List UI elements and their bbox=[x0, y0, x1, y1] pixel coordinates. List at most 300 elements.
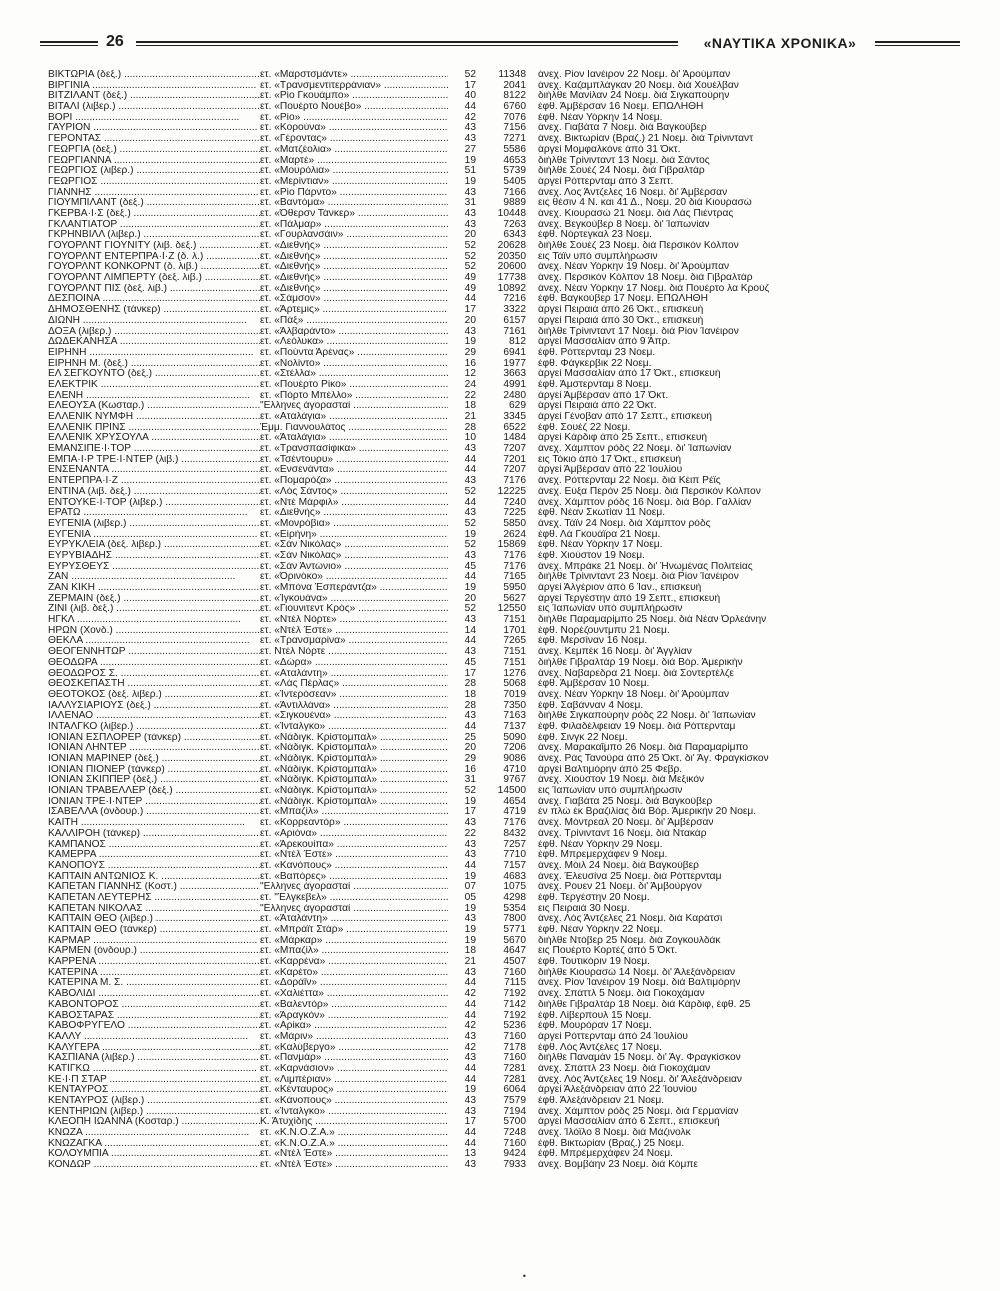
ship-name: ΕΙΡΗΝΗ Μ. (δεξ.) ..... bbox=[48, 359, 260, 370]
ship-agent: ετ. «Άταλάγια» ..... bbox=[260, 433, 448, 444]
ship-name: ΚΟΝΔΩΡ ..... bbox=[48, 1160, 260, 1171]
ship-status: έφθ. Άμβέρσαν 16 Νοεμ. ΕΠΩΛΗΘΗ bbox=[538, 102, 704, 113]
ship-flag-code: 43 bbox=[464, 1159, 476, 1171]
ship-status: άνεχ. Λός Άντζελες 19 Νοεμ. δι' Άλεξάνδρειαν bbox=[538, 1074, 742, 1085]
ship-flag-code: 14 bbox=[464, 624, 476, 636]
ship-name: ΓΟΥΟΡΛΝΤ ΠΙΣ (δεξ. λιβ.) ..... bbox=[48, 284, 260, 295]
ship-status: έφθ. Άμστερνταμ 8 Νοεμ. bbox=[538, 379, 652, 390]
ship-status: άνεχ. Κεμπέκ 16 Νοεμ. δι' Άγγλίαν bbox=[538, 647, 692, 658]
ship-status: έφθ. Χιούστον 19 Νοεμ. bbox=[538, 550, 645, 561]
ship-flag-code: 29 bbox=[464, 346, 476, 358]
ship-name: ΚΝΩΖΑΓΚΑ ..... bbox=[48, 1139, 260, 1150]
ship-flag-code: 43 bbox=[464, 1030, 476, 1042]
ship-tonnage: 7257 bbox=[503, 838, 526, 850]
ship-agent: ετ. «Νάδιγκ. Κρίστομπαλ» ..... bbox=[260, 797, 448, 808]
ship-status: άργεί Τεργέστην άπό 19 Σεπτ., επισκευή bbox=[538, 593, 721, 604]
ship-agent: ετ. «Ίνταλγκο» ..... bbox=[260, 722, 448, 733]
ship-name: ΓΕΩΡΓΙΑ (δεξ.) ..... bbox=[48, 145, 260, 156]
ship-flag-code: 19 bbox=[464, 924, 476, 935]
ship-agent: ετ. «Τρανσμαρίνα» ..... bbox=[260, 636, 448, 647]
ship-status: άργεί Άλεξάνδρειαν άπό 22 Ίουνίου bbox=[538, 1085, 697, 1096]
ship-agent: ετ. «Διεθνής» ..... bbox=[260, 273, 448, 284]
ship-tonnage: 7192 bbox=[503, 988, 526, 1000]
ship-status: άργεί Ρόττερνταμ άπό 3 Σεπτ. bbox=[538, 176, 674, 187]
ship-name: ΙΟΝΙΑΝ ΣΚΙΠΠΕΡ (δεξ.) ..... bbox=[48, 775, 260, 786]
ship-flag-code: 44 bbox=[464, 1009, 476, 1021]
ship-status: άνεχ. Τρίνινταντ 16 Νοεμ. διά Ντακάρ bbox=[538, 828, 707, 839]
ship-name: ΚΑΛΛΙΡΟΗ (τάνκερ) ..... bbox=[48, 829, 260, 840]
ship-status: έφθ. Νόρτεγκαλ 23 Νοεμ. bbox=[538, 230, 653, 241]
ship-name: ΒΙΚΤΩΡΙΑ (δεξ.) ..... bbox=[48, 70, 260, 81]
ship-name: ΕΡΑΤΩ ..... bbox=[48, 508, 260, 519]
ship-flag-code: 43 bbox=[464, 913, 476, 925]
ship-name: ΙΣΑΒΕΛΛΑ (όνδουρ.) ..... bbox=[48, 807, 260, 818]
ship-agent: "Ελληνες άγορασταί ..... bbox=[260, 882, 448, 893]
ship-agent: ετ. «Μάρκαρ» ..... bbox=[260, 936, 448, 947]
ship-name: ΗΡΩΝ (Χονδ.) ..... bbox=[48, 626, 260, 637]
ship-agent: ετ. «Μερίντιαν» ..... bbox=[260, 177, 448, 188]
ship-tonnage: 1977 bbox=[503, 357, 526, 369]
ship-agent: ετ. «Αταλάντη» ..... bbox=[260, 669, 448, 680]
ship-name: ΚΑΛΛΥ ..... bbox=[48, 1032, 260, 1043]
ship-name: ΚΑΡΡΕΝΑ ..... bbox=[48, 957, 260, 968]
ship-status: έφθ. Άμβέρσαν 10 Νοεμ. bbox=[538, 679, 650, 690]
ship-name: ΓΕΩΡΓΙΟΣ (λιβερ.) ..... bbox=[48, 166, 260, 177]
ship-status: έφθ. Νορέζουντμπυ 21 Νοεμ. bbox=[538, 625, 670, 636]
ship-tonnage: 6760 bbox=[503, 101, 526, 113]
ship-status: έφθ. Τουτικόριν 19 Νοεμ. bbox=[538, 957, 650, 968]
ship-tonnage: 8122 bbox=[503, 90, 526, 102]
ship-name: ΓΕΡΟΝΤΑΣ ..... bbox=[48, 134, 260, 145]
ship-agent: ετ. «Πάλμαρ» ..... bbox=[260, 220, 448, 231]
ship-name: ΚΑΠΤΑΙΝ ΑΝΤΩΝΙΟΣ Κ. ..... bbox=[48, 872, 260, 883]
ship-flag-code: 43 bbox=[464, 325, 476, 337]
ship-tonnage: 6064 bbox=[503, 1084, 526, 1096]
ship-tonnage: 7176 bbox=[503, 549, 526, 561]
ship-name: ΓΟΥΟΡΛΝΤ ΓΙΟΥΝΙΤΥ (λιβ. δεξ.) ..... bbox=[48, 241, 260, 252]
ship-flag-code: 18 bbox=[464, 945, 476, 957]
ship-flag-code: 28 bbox=[464, 678, 476, 690]
ship-flag-code: 42 bbox=[464, 988, 476, 1000]
ship-flag-code: 40 bbox=[464, 90, 476, 102]
ship-tonnage: 812 bbox=[509, 336, 526, 348]
table-row bbox=[48, 690, 972, 701]
ship-agent: ετ. «Τρανσπασίφικα» ..... bbox=[260, 444, 448, 455]
ship-flag-code: 43 bbox=[464, 849, 476, 861]
ship-agent: ετ. «Πόρτο Μπέλλο» ..... bbox=[260, 391, 448, 402]
ship-agent: ετ. «Ρίο Πάρντο» ..... bbox=[260, 188, 448, 199]
ship-flag-code: 25 bbox=[464, 731, 476, 743]
ship-flag-code: 17 bbox=[464, 806, 476, 818]
ship-name: ΕΥΡΥΣΘΕΥΣ ..... bbox=[48, 562, 260, 573]
ship-status: έφθ. Σαβάνναν 4 Νοεμ. bbox=[538, 700, 644, 711]
page-number: 26 bbox=[106, 33, 124, 50]
ship-flag-code: 16 bbox=[464, 763, 476, 775]
ship-agent: ετ. «Χαλιέττα» ..... bbox=[260, 989, 448, 1000]
ship-tonnage: 1484 bbox=[503, 432, 526, 444]
ship-status: διήλθε Γιβραλτάρ 18 Νοεμ. διά Κάρδιφ, έφθ. 25 bbox=[538, 999, 751, 1010]
ship-status: διήλθε Τρίνινταντ 17 Νοεμ. διά Ρίον Ίανέιρον bbox=[538, 326, 739, 337]
ship-name: ΕΥΓΕΝΙΑ ..... bbox=[48, 530, 260, 541]
ship-tonnage: 7248 bbox=[503, 1127, 526, 1139]
ship-tonnage: 5950 bbox=[503, 582, 526, 593]
ship-status: άνεχ. Νέαν Υόρκην 17 Νοεμ. διά Πουέρτο λα Κρούζ bbox=[538, 283, 770, 294]
ship-name: ΖΑΝ ..... bbox=[48, 572, 260, 583]
ship-tonnage: 5700 bbox=[503, 1116, 526, 1128]
ship-status: άνεχ. Εύξα Περόν 25 Νοεμ. διά Περσικόν Κόλπον bbox=[538, 486, 761, 497]
ship-agent: ετ. «Ντέλ Έστε» ..... bbox=[260, 850, 448, 861]
ship-flag-code: 17 bbox=[464, 79, 476, 91]
ship-name: ΘΕΟΔΩΡΟΣ Σ. ..... bbox=[48, 669, 260, 680]
ship-status: άνεχ. Μόντρεαλ 20 Νοεμ. δι' Άμβέρσαν bbox=[538, 818, 714, 829]
ship-status: έφθ. Φάγκερβικ 22 Νοεμ. bbox=[538, 358, 652, 369]
ship-agent: ετ. «Μαρτέ» ..... bbox=[260, 156, 448, 167]
ship-flag-code: 43 bbox=[464, 1095, 476, 1106]
ship-flag-code: 20 bbox=[464, 314, 476, 326]
ship-tonnage: 4653 bbox=[503, 154, 526, 166]
table-row bbox=[48, 1160, 972, 1171]
ship-name: ΓΑΥΡΙΟΝ ..... bbox=[48, 123, 260, 134]
ship-name: ΕΝΤΟΥΚΕ·Ι·ΤΟΡ (λιβερ.) ..... bbox=[48, 498, 260, 509]
ship-flag-code: 43 bbox=[464, 207, 476, 219]
ship-tonnage: 7161 bbox=[503, 325, 526, 337]
ship-name: ΕΥΡΥΚΛΕΙΑ (δεξ. λιβερ.) ..... bbox=[48, 540, 260, 551]
ship-tonnage: 7176 bbox=[503, 817, 526, 829]
ship-flag-code: 22 bbox=[464, 827, 476, 839]
ship-status: άργεί Ρόττερνταμ άπό 24 Ίουλίου bbox=[538, 1031, 688, 1042]
ship-name: ΕΝΤΕΡΠΡΑ·Ι·Ζ ..... bbox=[48, 476, 260, 487]
ship-name: ΕΜΠΑ·Ι·Ρ ΤΡΕ·Ι·ΝΤΕΡ (λιβ.) ..... bbox=[48, 455, 260, 466]
ship-status: άνεχ. Έλευσίνα 25 Νοεμ. διά Ρόττερνταμ bbox=[538, 871, 722, 882]
ship-status: έφθ. Νέαν Υόρκην 17 Νοεμ. bbox=[538, 540, 663, 551]
table-row bbox=[48, 177, 972, 188]
ship-name: ΚΑΛΥΓΕΡΑ ..... bbox=[48, 1043, 260, 1054]
ship-name: ΙΟΝΙΑΝ ΕΣΠΛΟΡΕΡ (τάνκερ) ..... bbox=[48, 733, 260, 744]
ship-flag-code: 21 bbox=[464, 411, 476, 422]
ship-name: ΙΟΝΙΑΝ ΠΙΟΝΕΡ (τάνκερ) ..... bbox=[48, 765, 260, 776]
ship-status: έφθ. Βικτωρίαν (Βραζ.) 25 Νοεμ. bbox=[538, 1138, 685, 1149]
ship-name: ΕΛ ΣΕΓΚΟΥΝΤΟ (δεξ.) ..... bbox=[48, 369, 260, 380]
ship-agent: ετ. «Λιμπέριαν» ..... bbox=[260, 1075, 448, 1086]
ship-flag-code: 44 bbox=[464, 977, 476, 989]
ship-tonnage: 20350 bbox=[497, 250, 526, 262]
ship-status: άργεί Μασσαλίαν άπό 6 Σεπτ., επισκευή bbox=[538, 1117, 720, 1128]
ship-flag-code: 43 bbox=[464, 817, 476, 829]
ship-name: ΕΝΣΕΝΑΝΤΑ ..... bbox=[48, 465, 260, 476]
ship-status: έφθ. Τεργέστην 20 Νοεμ. bbox=[538, 892, 650, 903]
ship-tonnage: 7225 bbox=[503, 507, 526, 519]
ship-status: άνεχ. Λος Άντζελες 16 Νοεμ. δι' Άμβέρσαν bbox=[538, 187, 728, 198]
ship-agent: ετ. «Μάριν» ..... bbox=[260, 1032, 448, 1043]
ship-name: ΚΑΡΜΕΝ (όνδουρ.) ..... bbox=[48, 946, 260, 957]
ship-status: άνεχ. Ναβαρεδρα 21 Νοεμ. διά Σοντερτέλζε bbox=[538, 668, 734, 679]
ship-status: εις Πουέρτο Κορτέζ άπό 5 Όκτ. bbox=[538, 946, 678, 957]
ship-agent: ετ. «Βαλεντόρ» ..... bbox=[260, 1000, 448, 1011]
ship-agent: ετ. «Πούντα Άρένας» ..... bbox=[260, 348, 448, 359]
ship-agent: ετ. «Μπαζίλ» ..... bbox=[260, 946, 448, 957]
table-row bbox=[48, 861, 972, 872]
ship-tonnage: 1075 bbox=[503, 881, 526, 893]
ship-tonnage: 4654 bbox=[503, 795, 526, 807]
ship-flag-code: 17 bbox=[464, 667, 476, 679]
ship-status: άνεχ. Μόιλ 24 Νοεμ. διά Βαγκούβερ bbox=[538, 860, 699, 871]
ship-agent: ετ. «Καρρένα» ..... bbox=[260, 957, 448, 968]
ship-flag-code: 44 bbox=[464, 1127, 476, 1139]
ship-flag-code: 52 bbox=[464, 539, 476, 551]
ship-tonnage: 20628 bbox=[497, 240, 526, 251]
ship-agent: ετ. «Νάδιγκ. Κρίστομπαλ» ..... bbox=[260, 754, 448, 765]
ship-status: διήλθε Μανίλαν 24 Νοεμ. διά Σιγκαπούρην bbox=[538, 91, 730, 102]
ship-status: άνεχ. Σπάττλ 23 Νοεμ. διά Γιοκοχάμαν bbox=[538, 1063, 711, 1074]
ship-name: ΘΕΟΔΩΡΑ ..... bbox=[48, 658, 260, 669]
ship-flag-code: 27 bbox=[464, 143, 476, 155]
ship-status: έφθ. Ρόττερνταμ 23 Νοεμ. bbox=[538, 347, 656, 358]
ship-tonnage: 7206 bbox=[503, 742, 526, 754]
ship-name: ΓΙΑΝΝΗΣ ..... bbox=[48, 188, 260, 199]
ship-tonnage: 7178 bbox=[503, 1041, 526, 1053]
ship-tonnage: 5670 bbox=[503, 934, 526, 946]
ship-status: διήλθε Τρίνινταντ 23 Νοεμ. διά Ρίον Ίανέιρον bbox=[538, 572, 739, 583]
ship-tonnage: 7151 bbox=[503, 656, 526, 668]
ship-status: διήλθε Σουέζ 23 Νοεμ. διά Περσικόν Κόλπον bbox=[538, 241, 739, 251]
ship-name: ΘΕΟΤΟΚΟΣ (δεξ. λιβερ.) ..... bbox=[48, 690, 260, 701]
ship-status: άνεχ. Ίλόϊλο 8 Νοεμ. διά Μάζινολκ bbox=[538, 1128, 691, 1139]
ship-flag-code: 20 bbox=[464, 742, 476, 754]
ship-flag-code: 43 bbox=[464, 218, 476, 230]
ship-flag-code: 52 bbox=[464, 785, 476, 797]
ship-agent: ετ. «Άταλάντη» ..... bbox=[260, 914, 448, 925]
ship-agent: ετ. «Ντέλ Έστε» ..... bbox=[260, 626, 448, 637]
ship-flag-code: 43 bbox=[464, 710, 476, 722]
ship-flag-code: 43 bbox=[464, 133, 476, 145]
ship-name: ΓΚΡΗΝΒΙΛΛ (λιβερ.) ..... bbox=[48, 230, 260, 241]
ship-flag-code: 19 bbox=[464, 154, 476, 166]
ship-status: έφθ. Άλεξάνδρειαν 21 Νοεμ. bbox=[538, 1096, 665, 1106]
ship-status: διήλθε Γιβραλτάρ 19 Νοεμ. διά Βόρ. Άμερικήν bbox=[538, 657, 743, 668]
ship-flag-code: 51 bbox=[464, 165, 476, 177]
ship-tonnage: 7019 bbox=[503, 688, 526, 700]
ship-status: έφθ. Νέαν Σκωτίαν 11 Νοεμ. bbox=[538, 508, 666, 519]
ship-agent: ετ. «Ρίο Γκουάμπο» ..... bbox=[260, 91, 448, 102]
ship-agent: ετ. «Διεθνής» ..... bbox=[260, 262, 448, 273]
ship-status: διήλθε Παναμάν 15 Νοεμ. δι' Άγ. Φραγκίσκον bbox=[538, 1053, 741, 1064]
ship-tonnage: 7176 bbox=[503, 475, 526, 487]
ship-name: ΓΟΥΟΡΛΝΤ ΚΟΝΚΟΡΝΤ (δ. λιβ.) ..... bbox=[48, 262, 260, 273]
ship-status: διήλθε Σιγκαπούρην ρόδς 22 Νοεμ. δι' Ίαπωνίαν bbox=[538, 711, 756, 722]
ship-flag-code: 19 bbox=[464, 528, 476, 540]
table-row bbox=[48, 316, 972, 327]
ship-name: ΒΙΤΑΛΙ (λιβερ.) ..... bbox=[48, 102, 260, 113]
ship-agent: ετ. «Καρνάσιον» ..... bbox=[260, 1064, 448, 1075]
ship-name: ΚΑΒΟΝΤΟΡΟΣ ..... bbox=[48, 1000, 260, 1011]
ship-tonnage: 7281 bbox=[503, 1073, 526, 1085]
ship-status: άνεχ. Τάϊν 24 Νοεμ. διά Χάμπτον ρόδς bbox=[538, 518, 711, 529]
ship-flag-code: 44 bbox=[464, 1062, 476, 1074]
ship-name: ΚΑΤΙΓΚΩ ..... bbox=[48, 1064, 260, 1075]
ship-name: ΚΕ·Ι·Π ΣΤΑΡ ..... bbox=[48, 1075, 260, 1086]
ship-name: ΔΙΩΝΗ ..... bbox=[48, 316, 260, 327]
ship-status: έφθ. Νέαν Υόρκην 22 Νοεμ. bbox=[538, 925, 663, 935]
ship-name: ΔΟΞΑ (λιβερ.) ..... bbox=[48, 327, 260, 338]
ship-agent: ετ. «Στέλλα» ..... bbox=[260, 369, 448, 380]
ship-agent: ετ. «Όθερσν Τάνκερ» ..... bbox=[260, 209, 448, 220]
ship-name: ΚΑΒΟΛΙΔΙ ..... bbox=[48, 989, 260, 1000]
ship-flag-code: 19 bbox=[464, 934, 476, 946]
ship-flag-code: 52 bbox=[464, 69, 476, 80]
ship-tonnage: 9424 bbox=[503, 1148, 526, 1160]
ship-tonnage: 7216 bbox=[503, 293, 526, 305]
ship-flag-code: 44 bbox=[464, 496, 476, 508]
ship-agent: ετ. «Αρίκα» ..... bbox=[260, 1021, 448, 1032]
header-rule-middle bbox=[136, 41, 678, 46]
ship-status: άνεχ. Νέαν Υόρκην 18 Νοεμ. δι' Άρούμπαν bbox=[538, 689, 730, 700]
ship-flag-code: 52 bbox=[464, 517, 476, 529]
ship-agent: ετ. «Τσέντουρυ» ..... bbox=[260, 455, 448, 466]
ship-agent: ετ. «Διεθνής» ..... bbox=[260, 252, 448, 263]
ship-tonnage: 7271 bbox=[503, 133, 526, 145]
ship-tonnage: 7160 bbox=[503, 1052, 526, 1064]
ship-tonnage: 6522 bbox=[503, 421, 526, 433]
ship-agent: ετ. «Όρινόκο» ..... bbox=[260, 572, 448, 583]
ship-flag-code: 49 bbox=[464, 272, 476, 284]
ship-agent: ετ. «Νολίντο» ..... bbox=[260, 359, 448, 370]
table-row bbox=[48, 658, 972, 669]
ship-flag-code: 52 bbox=[464, 240, 476, 251]
ship-flag-code: 43 bbox=[464, 475, 476, 487]
ship-agent: "Ελληνες άγορασταί ..... bbox=[260, 904, 448, 915]
ship-tonnage: 7142 bbox=[503, 998, 526, 1010]
ship-status: άνεχ. Χάμπτον ρόδς 25 Νοεμ. διά Γερμανίαν bbox=[538, 1106, 739, 1117]
ship-name: ΙΟΝΙΑΝ ΛΗΝΤΕΡ ..... bbox=[48, 743, 260, 754]
ship-agent: ετ. «Ενσενάντα» ..... bbox=[260, 465, 448, 476]
ship-name: ΓΟΥΟΡΛΝΤ ΛΙΜΠΕΡΤΥ (δεξ. λιβ.) ..... bbox=[48, 273, 260, 284]
ship-name: ΚΑΜΕΡΡΑ ..... bbox=[48, 850, 260, 861]
ship-status: άργεί Πειραιά άπό 26 Όκτ., επισκευή bbox=[538, 305, 704, 316]
ship-name: ΖΑΝ ΚΙΚΗ ..... bbox=[48, 583, 260, 594]
ship-name: ΘΕΟΣΚΕΠΑΣΤΗ ..... bbox=[48, 679, 260, 690]
ship-status: έφθ. Μπρεμερχάφεν 9 Νοεμ. bbox=[538, 850, 668, 861]
ship-tonnage: 7265 bbox=[503, 635, 526, 647]
ship-tonnage: 7151 bbox=[503, 646, 526, 658]
ship-status: άνεχ. Σπάττλ 5 Νοεμ. διά Γιοκοχάμαν bbox=[538, 989, 705, 1000]
ship-agent: ετ. «Κ.Ν.Ο.Ζ.Α.» ..... bbox=[260, 1128, 448, 1139]
ship-agent: Έμμ. Γιαννουλάτος ..... bbox=[260, 423, 448, 434]
ship-tonnage: 7194 bbox=[503, 1105, 526, 1117]
ship-agent: ετ. «Άρεκουίπα» ..... bbox=[260, 840, 448, 851]
ship-tonnage: 7201 bbox=[503, 453, 526, 465]
ship-status: άνεχ. Κιουρασώ 21 Νοεμ. διά Λάς Πιέντρας bbox=[538, 208, 734, 219]
ship-agent: ετ. «Νάδιγκ. Κρίστομπαλ» ..... bbox=[260, 743, 448, 754]
ship-tonnage: 12550 bbox=[497, 603, 526, 615]
ship-name: ΕΛΛΕΝΙΚ ΠΡΙΝΣ ..... bbox=[48, 423, 260, 434]
ship-agent: ετ. «Διεθνής» ..... bbox=[260, 508, 448, 519]
ship-status: άνεχ. Χάμπτον ρόδς 22 Νοεμ. δι' Ίαπωνίαν bbox=[538, 444, 732, 455]
ship-agent: ετ. «Ίγκουάνα» ..... bbox=[260, 594, 448, 605]
ship-status: άργεί Μασσαλίαν άπό 17 Όκτ., επισκευή bbox=[538, 369, 721, 380]
ship-name: ΕΜΑΝΣΙΠΕ·Ι·ΤΟΡ ..... bbox=[48, 444, 260, 455]
ship-agent: ετ. «Πουέρτο Ρίκο» ..... bbox=[260, 380, 448, 391]
ship-agent: ετ. «Λεόλυκα» ..... bbox=[260, 337, 448, 348]
ship-register-list bbox=[48, 70, 972, 1171]
ship-tonnage: 5236 bbox=[503, 1020, 526, 1032]
ship-name: ΙΟΝΙΑΝ ΤΡΑΒΕΛΛΕΡ (δεξ.) ..... bbox=[48, 786, 260, 797]
ship-tonnage: 7160 bbox=[503, 966, 526, 978]
ship-agent: Κ. Άτυχίδης ..... bbox=[260, 1117, 448, 1128]
ship-flag-code: 49 bbox=[464, 282, 476, 294]
ship-agent: ετ. «Ματζέολια» ..... bbox=[260, 145, 448, 156]
ship-tonnage: 7933 bbox=[503, 1159, 526, 1171]
ship-agent: ετ. «Κάνοπους» ..... bbox=[260, 1096, 448, 1107]
ship-name: ΕΙΡΗΝΗ ..... bbox=[48, 348, 260, 359]
ship-flag-code: 45 bbox=[464, 560, 476, 572]
ship-flag-code: 42 bbox=[464, 111, 476, 123]
ship-flag-code: 18 bbox=[464, 688, 476, 700]
ship-status: άργεί Κάρδιφ άπό 25 Σεπτ., επισκευή bbox=[538, 433, 708, 444]
ship-tonnage: 4710 bbox=[503, 763, 526, 775]
ship-tonnage: 7207 bbox=[503, 464, 526, 476]
ship-tonnage: 4991 bbox=[503, 378, 526, 390]
ship-tonnage: 12225 bbox=[497, 485, 526, 497]
ship-status: έφθ. Λίβερπουλ 15 Νοεμ. bbox=[538, 1010, 652, 1021]
ship-flag-code: 52 bbox=[464, 485, 476, 497]
ship-tonnage: 9086 bbox=[503, 753, 526, 764]
ship-tonnage: 7163 bbox=[503, 710, 526, 722]
header-rule-left bbox=[40, 41, 98, 46]
ship-name: ΕΛΛΕΝΙΚ ΝΥΜΦΗ ..... bbox=[48, 412, 260, 423]
ship-agent: ετ. «Πομαρόζα» ..... bbox=[260, 476, 448, 487]
ship-tonnage: 1701 bbox=[503, 624, 526, 636]
ship-flag-code: 42 bbox=[464, 1020, 476, 1032]
ship-agent: ετ. «Αριόνα» ..... bbox=[260, 829, 448, 840]
ship-status: έφθ. Σουέζ 22 Νοεμ. bbox=[538, 422, 631, 433]
ship-tonnage: 7281 bbox=[503, 1062, 526, 1074]
ship-status: διήλθε Τρίνινταντ 13 Νοεμ. διά Σάντος bbox=[538, 155, 710, 166]
ship-flag-code: 42 bbox=[464, 1041, 476, 1053]
ship-agent: ετ. «Δοράϊν» ..... bbox=[260, 978, 448, 989]
ship-name: ΕΥΡΥΒΙΑΔΗΣ ..... bbox=[48, 551, 260, 562]
ship-flag-code: 43 bbox=[464, 614, 476, 626]
ship-status: διήλθε Σουέζ 24 Νοεμ. διά Γιβραλτάρ bbox=[538, 166, 705, 177]
ship-name: ΚΑΤΕΡΙΝΑ ..... bbox=[48, 968, 260, 979]
ship-tonnage: 7137 bbox=[503, 720, 526, 732]
ship-flag-code: 43 bbox=[464, 838, 476, 850]
ship-status: άργεί Πειραιά άπό 22 Όκτ. bbox=[538, 401, 657, 412]
ship-name: ΙΝΤΑΛΓΚΟ (λιβερ.) ..... bbox=[48, 722, 260, 733]
ship-name: ΓΟΥΟΡΛΝΤ ΕΝΤΕΡΠΡΑ·Ι·Ζ (δ. λ.) ..... bbox=[48, 252, 260, 263]
ship-status: εις Πειραιά 30 Νοεμ. bbox=[538, 903, 630, 914]
ship-tonnage: 2041 bbox=[503, 79, 526, 91]
ship-tonnage: 6157 bbox=[503, 314, 526, 326]
ship-tonnage: 4719 bbox=[503, 806, 526, 818]
ship-agent: ετ. «Ίντερόσεαν» ..... bbox=[260, 690, 448, 701]
ship-flag-code: 05 bbox=[464, 891, 476, 903]
ship-status: άνεχ. Ράς Τανούρα άπό 25 Όκτ. δι' Άγ. Φραγκίσκον bbox=[538, 754, 769, 764]
ship-agent: ετ. «Σάν Νικόλας» ..... bbox=[260, 551, 448, 562]
ship-tonnage: 7160 bbox=[503, 1137, 526, 1149]
ship-name: ΚΑΜΠΑΝΟΣ ..... bbox=[48, 840, 260, 851]
ship-flag-code: 16 bbox=[464, 357, 476, 369]
ship-flag-code: 44 bbox=[464, 571, 476, 583]
ship-status: άνεχ. Μαρακαΐμπο 26 Νοεμ. διά Παραμαρίμπο bbox=[538, 743, 749, 754]
table-row bbox=[48, 487, 972, 498]
ship-name: ΒΟΡΙ ..... bbox=[48, 113, 260, 124]
ship-flag-code: 29 bbox=[464, 753, 476, 764]
ship-tonnage: 4683 bbox=[503, 870, 526, 882]
ship-flag-code: 52 bbox=[464, 250, 476, 262]
ship-agent: ετ. «Βαπόρες» ..... bbox=[260, 872, 448, 883]
ship-tonnage: 10892 bbox=[497, 282, 526, 294]
ship-agent: ετ. «Βαντόμα» ..... bbox=[260, 198, 448, 209]
